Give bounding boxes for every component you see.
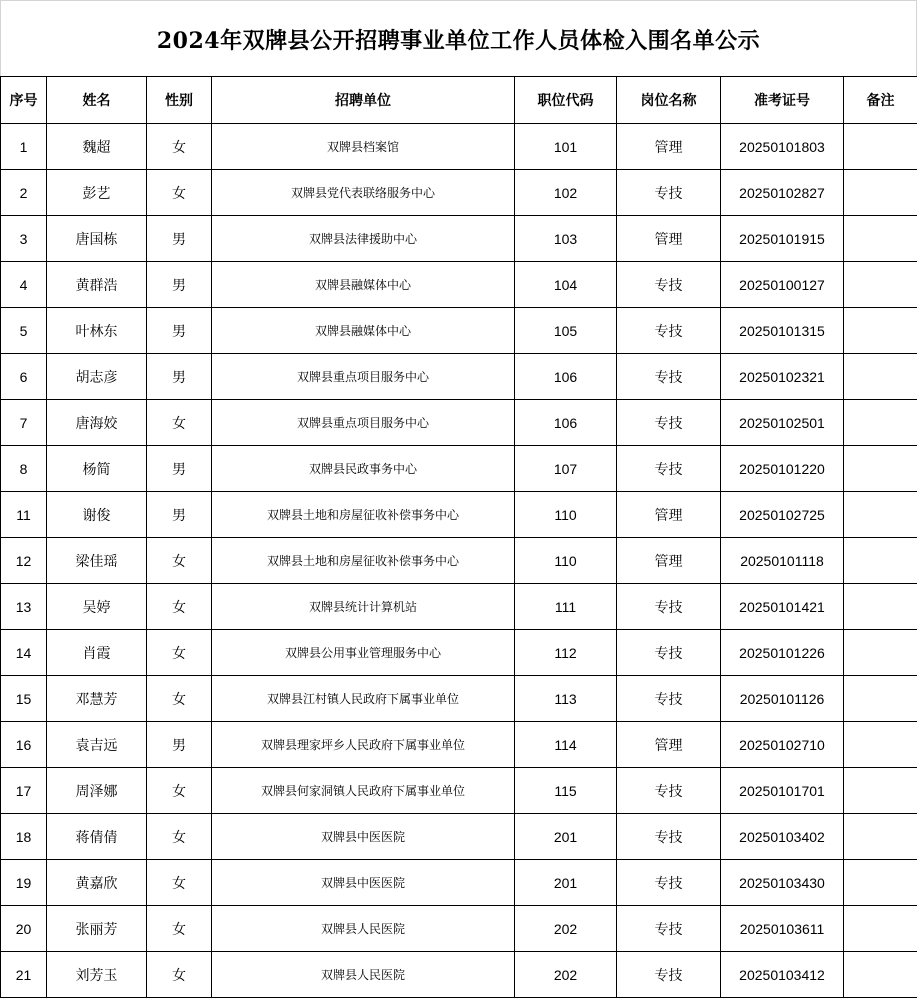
cell-post: 专技 [617, 354, 721, 400]
table-row [1, 676, 917, 722]
cell-gender: 女 [147, 630, 212, 676]
cell-post: 专技 [617, 814, 721, 860]
table-body [1, 124, 917, 998]
cell-name: 杨简 [47, 446, 147, 492]
cell-remark [844, 308, 917, 354]
cell-name: 蒋倩倩 [47, 814, 147, 860]
table-row [1, 492, 917, 538]
cell-seq: 21 [1, 952, 47, 998]
cell-ticket: 20250101118 [721, 538, 844, 584]
cell-code: 201 [515, 814, 617, 860]
cell-post: 专技 [617, 308, 721, 354]
table-row [1, 630, 917, 676]
cell-seq: 2 [1, 170, 47, 216]
table-row [1, 952, 917, 998]
cell-post: 专技 [617, 676, 721, 722]
cell-name: 肖霞 [47, 630, 147, 676]
cell-ticket: 20250101803 [721, 124, 844, 170]
cell-unit: 双牌县重点项目服务中心 [212, 400, 515, 446]
cell-remark [844, 262, 917, 308]
cell-gender: 男 [147, 308, 212, 354]
cell-post: 专技 [617, 952, 721, 998]
cell-code: 104 [515, 262, 617, 308]
table-row [1, 124, 917, 170]
cell-remark [844, 124, 917, 170]
cell-seq: 5 [1, 308, 47, 354]
cell-code: 102 [515, 170, 617, 216]
cell-unit: 双牌县理家坪乡人民政府下属事业单位 [212, 722, 515, 768]
cell-ticket: 20250102501 [721, 400, 844, 446]
cell-name: 唐国栋 [47, 216, 147, 262]
cell-remark [844, 170, 917, 216]
cell-ticket: 20250103412 [721, 952, 844, 998]
table-row [1, 814, 917, 860]
header-seq: 序号 [1, 77, 47, 124]
cell-name: 梁佳瑶 [47, 538, 147, 584]
cell-gender: 男 [147, 354, 212, 400]
cell-post: 管理 [617, 216, 721, 262]
cell-post: 管理 [617, 124, 721, 170]
cell-post: 专技 [617, 860, 721, 906]
table-row [1, 584, 917, 630]
cell-remark [844, 952, 917, 998]
table-row [1, 768, 917, 814]
cell-unit: 双牌县统计计算机站 [212, 584, 515, 630]
cell-seq: 6 [1, 354, 47, 400]
cell-gender: 女 [147, 860, 212, 906]
cell-remark [844, 446, 917, 492]
cell-ticket: 20250101915 [721, 216, 844, 262]
cell-gender: 男 [147, 216, 212, 262]
cell-code: 115 [515, 768, 617, 814]
cell-name: 唐海姣 [47, 400, 147, 446]
cell-post: 专技 [617, 446, 721, 492]
cell-remark [844, 860, 917, 906]
table-row [1, 170, 917, 216]
cell-post: 专技 [617, 906, 721, 952]
cell-gender: 男 [147, 722, 212, 768]
cell-name: 吴婷 [47, 584, 147, 630]
cell-ticket: 20250103402 [721, 814, 844, 860]
cell-ticket: 20250102827 [721, 170, 844, 216]
cell-post: 专技 [617, 262, 721, 308]
cell-unit: 双牌县土地和房屋征收补偿事务中心 [212, 492, 515, 538]
cell-name: 胡志彦 [47, 354, 147, 400]
cell-unit: 双牌县公用事业管理服务中心 [212, 630, 515, 676]
header-code: 职位代码 [515, 77, 617, 124]
cell-name: 魏超 [47, 124, 147, 170]
cell-unit: 双牌县法律援助中心 [212, 216, 515, 262]
cell-ticket: 20250101315 [721, 308, 844, 354]
cell-unit: 双牌县中医医院 [212, 860, 515, 906]
cell-unit: 双牌县重点项目服务中心 [212, 354, 515, 400]
cell-code: 202 [515, 906, 617, 952]
header-name: 姓名 [47, 77, 147, 124]
cell-remark [844, 584, 917, 630]
cell-ticket: 20250102321 [721, 354, 844, 400]
cell-gender: 女 [147, 676, 212, 722]
header-row [1, 77, 917, 124]
cell-post: 专技 [617, 768, 721, 814]
cell-remark [844, 354, 917, 400]
cell-post: 管理 [617, 492, 721, 538]
cell-code: 112 [515, 630, 617, 676]
cell-remark [844, 400, 917, 446]
cell-unit: 双牌县融媒体中心 [212, 262, 515, 308]
cell-remark [844, 676, 917, 722]
table-row [1, 354, 917, 400]
cell-post: 管理 [617, 722, 721, 768]
cell-gender: 女 [147, 906, 212, 952]
cell-code: 103 [515, 216, 617, 262]
header-ticket: 准考证号 [721, 77, 844, 124]
cell-name: 刘芳玉 [47, 952, 147, 998]
table-row [1, 216, 917, 262]
cell-name: 叶林东 [47, 308, 147, 354]
cell-unit: 双牌县档案馆 [212, 124, 515, 170]
cell-post: 专技 [617, 584, 721, 630]
cell-post: 管理 [617, 538, 721, 584]
cell-ticket: 20250101421 [721, 584, 844, 630]
cell-code: 101 [515, 124, 617, 170]
cell-code: 105 [515, 308, 617, 354]
cell-post: 专技 [617, 170, 721, 216]
cell-gender: 男 [147, 492, 212, 538]
cell-post: 专技 [617, 630, 721, 676]
cell-seq: 16 [1, 722, 47, 768]
cell-seq: 18 [1, 814, 47, 860]
cell-gender: 男 [147, 446, 212, 492]
cell-ticket: 20250101126 [721, 676, 844, 722]
cell-seq: 12 [1, 538, 47, 584]
cell-seq: 1 [1, 124, 47, 170]
cell-seq: 17 [1, 768, 47, 814]
cell-ticket: 20250103430 [721, 860, 844, 906]
cell-code: 110 [515, 538, 617, 584]
cell-code: 202 [515, 952, 617, 998]
cell-ticket: 20250101226 [721, 630, 844, 676]
cell-code: 111 [515, 584, 617, 630]
table-row [1, 722, 917, 768]
cell-ticket: 20250102725 [721, 492, 844, 538]
cell-ticket: 20250102710 [721, 722, 844, 768]
header-unit: 招聘单位 [212, 77, 515, 124]
cell-name: 张丽芳 [47, 906, 147, 952]
candidate-table [0, 76, 917, 998]
cell-unit: 双牌县土地和房屋征收补偿事务中心 [212, 538, 515, 584]
cell-gender: 女 [147, 538, 212, 584]
cell-unit: 双牌县江村镇人民政府下属事业单位 [212, 676, 515, 722]
cell-name: 周泽娜 [47, 768, 147, 814]
table-row [1, 538, 917, 584]
table-row [1, 262, 917, 308]
page-title: 2024年双牌县公开招聘事业单位工作人员体检入围名单公示 [0, 0, 917, 76]
cell-unit: 双牌县何家洞镇人民政府下属事业单位 [212, 768, 515, 814]
cell-name: 邓慧芳 [47, 676, 147, 722]
cell-unit: 双牌县融媒体中心 [212, 308, 515, 354]
cell-seq: 15 [1, 676, 47, 722]
table-row [1, 860, 917, 906]
cell-name: 谢俊 [47, 492, 147, 538]
cell-seq: 8 [1, 446, 47, 492]
cell-remark [844, 906, 917, 952]
table-row [1, 400, 917, 446]
cell-name: 黄群浩 [47, 262, 147, 308]
cell-code: 106 [515, 400, 617, 446]
cell-code: 107 [515, 446, 617, 492]
cell-seq: 11 [1, 492, 47, 538]
cell-code: 110 [515, 492, 617, 538]
cell-seq: 19 [1, 860, 47, 906]
cell-name: 袁吉远 [47, 722, 147, 768]
cell-code: 113 [515, 676, 617, 722]
cell-unit: 双牌县民政事务中心 [212, 446, 515, 492]
cell-name: 彭艺 [47, 170, 147, 216]
cell-ticket: 20250103611 [721, 906, 844, 952]
table-row [1, 308, 917, 354]
cell-seq: 14 [1, 630, 47, 676]
cell-gender: 女 [147, 952, 212, 998]
header-remark: 备注 [844, 77, 917, 124]
cell-remark [844, 538, 917, 584]
cell-unit: 双牌县人民医院 [212, 952, 515, 998]
cell-gender: 女 [147, 584, 212, 630]
table-row [1, 446, 917, 492]
cell-remark [844, 492, 917, 538]
cell-gender: 女 [147, 814, 212, 860]
cell-code: 114 [515, 722, 617, 768]
cell-unit: 双牌县人民医院 [212, 906, 515, 952]
cell-remark [844, 722, 917, 768]
cell-gender: 女 [147, 400, 212, 446]
cell-code: 106 [515, 354, 617, 400]
cell-ticket: 20250100127 [721, 262, 844, 308]
cell-gender: 男 [147, 262, 212, 308]
header-gender: 性别 [147, 77, 212, 124]
cell-name: 黄嘉欣 [47, 860, 147, 906]
header-post: 岗位名称 [617, 77, 721, 124]
cell-gender: 女 [147, 170, 212, 216]
cell-seq: 20 [1, 906, 47, 952]
cell-seq: 13 [1, 584, 47, 630]
cell-unit: 双牌县中医医院 [212, 814, 515, 860]
cell-remark [844, 768, 917, 814]
table-row [1, 906, 917, 952]
cell-post: 专技 [617, 400, 721, 446]
cell-code: 201 [515, 860, 617, 906]
cell-gender: 女 [147, 124, 212, 170]
cell-seq: 3 [1, 216, 47, 262]
cell-unit: 双牌县党代表联络服务中心 [212, 170, 515, 216]
cell-seq: 7 [1, 400, 47, 446]
cell-remark [844, 216, 917, 262]
cell-ticket: 20250101701 [721, 768, 844, 814]
cell-ticket: 20250101220 [721, 446, 844, 492]
cell-remark [844, 630, 917, 676]
cell-remark [844, 814, 917, 860]
cell-seq: 4 [1, 262, 47, 308]
cell-gender: 女 [147, 768, 212, 814]
